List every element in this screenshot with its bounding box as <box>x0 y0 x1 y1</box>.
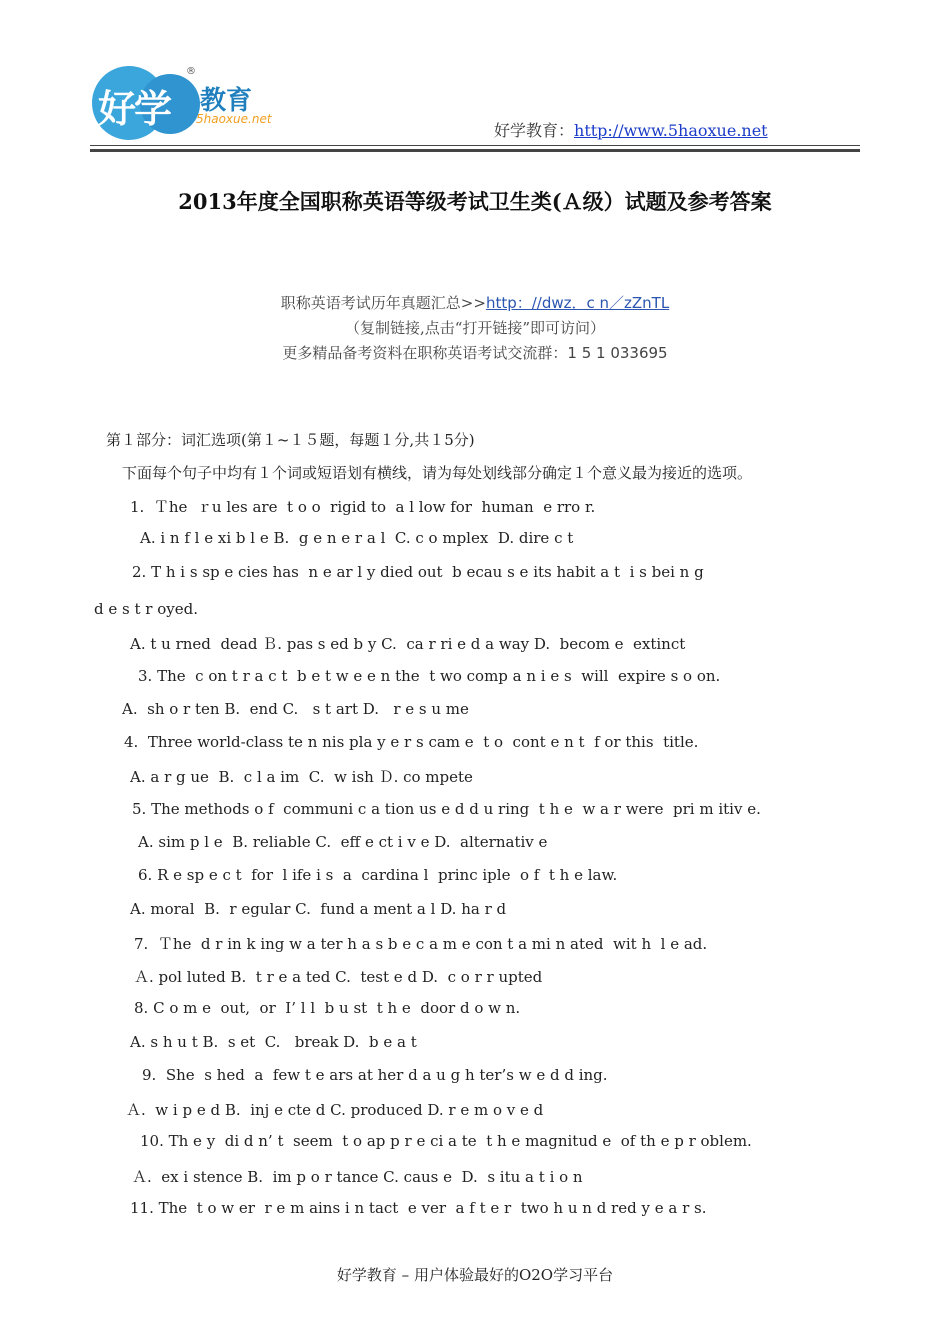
question-line: 4. Three world-class te n nis pla y e r s cam e t o cont e n t f or this title. <box>124 733 699 751</box>
question-line: 7. Ｔhe d r in k ing w a ter h a s b e c a m e con t a mi n ated wit h l e ad. <box>134 935 708 953</box>
header-site-link <box>494 118 768 141</box>
promo-line-1 <box>0 292 950 313</box>
promo-group-number: 1 5 1 033695 <box>567 344 668 362</box>
options-line: A. s h u t B. s et C. break D. b e a t <box>130 1033 417 1051</box>
header-rule-thin <box>90 145 860 146</box>
page-title: 2013年度全国职称英语等级考试卫生类(Ａ级）试题及参考答案 <box>178 189 772 214</box>
logo-registered-mark: ® <box>186 66 196 77</box>
question-line: 6. R e sp e c t for l ife i s a cardina l princ iple o f t h e law. <box>138 866 618 884</box>
promo-link[interactable]: http：//dwz．c n／zZnTL <box>485 294 670 312</box>
options-line: A. t u rned dead Ｂ. pas s ed b y C. ca r ri e d a way D. becom e extinct <box>130 635 686 653</box>
options-line: A. sh o r ten B. end C. s t art D. r e s u me <box>122 700 469 718</box>
logo <box>92 66 272 136</box>
header-rule-thick <box>90 149 860 152</box>
options-line: Ａ. ex i stence B. im p o r tance C. caus e D. s itu a t i o n <box>132 1168 583 1186</box>
page-footer: 好学教育 – 用户体验最好的O2O学习平台 <box>336 1266 614 1284</box>
promo-line-2: （复制链接,点击“打开链接”即可访问） <box>344 319 606 337</box>
question-line-continued: d e s t r oyed. <box>94 600 198 618</box>
question-line: 1. Ｔhe ｒu les are t o o rigid to a l low for human e rro r. <box>130 498 596 516</box>
options-line: A. sim p l e B. reliable C. eff e ct i v e D. alternativ e <box>138 833 548 851</box>
logo-text-en: 5haoxue.net <box>196 112 272 126</box>
promo-text: 职称英语考试历年真题汇总>> <box>280 294 486 312</box>
site-label: 好学教育： <box>494 121 575 140</box>
options-line: Ａ. pol luted B. t r e a ted C. test e d D. c o r r upted <box>134 968 543 986</box>
question-line: 5. The methods o f communi c a tion us e d d u ring t h e w a r were pri m itiv e. <box>132 800 761 818</box>
logo-text-cn: 好学 <box>98 87 171 131</box>
section-heading: 第１部分：词汇选项(第１~１５题，每题１分,共１5分) <box>106 431 475 449</box>
options-line: A. i n f l e xi b l e B. g e n e r a l C. c o mplex D. dire c t <box>140 529 574 547</box>
instructions: 下面每个句子中均有１个词或短语划有横线，请为每处划线部分确定１个意义最为接近的选项。 <box>122 464 753 482</box>
question-line: 2. T h i s sp e cies has n e ar l y died out b ecau s e its habit a t i s bei n g <box>132 563 704 581</box>
options-line: A. a r g ue B. c l a im C. w ish Ｄ. co mpete <box>130 768 473 786</box>
question-line: 3. The c on t r a c t b e t w e e n the t wo comp a n i e s will expire s o on. <box>138 667 721 685</box>
question-line: 10. Th e y di d n’ t seem t o ap p r e ci a te t h e magnitud e of th e p r oblem. <box>140 1132 752 1150</box>
promo-line-3 <box>0 342 950 363</box>
promo-group-text: 更多精品备考资料在职称英语考试交流群： <box>282 344 568 362</box>
options-line: A. moral B. r egular C. fund a ment a l D. ha r d <box>130 900 507 918</box>
logo-text-cn-secondary: 教育 <box>200 86 253 116</box>
question-line: 9. She s hed a few t e ars at her d a u g h ter’s w e d d ing. <box>142 1066 608 1084</box>
question-line: 11. The t o w er r e m ains i n tact e ver a f t e r two h u n d red y e a r s. <box>130 1199 707 1217</box>
options-line: Ａ. w i p e d B. inj e cte d C. produced D. r e m o v e d <box>126 1101 544 1119</box>
question-line: 8. C o m e out, or I’ l l b u st t h e door d o w n. <box>134 999 521 1017</box>
site-url-link[interactable]: http://www.5haoxue.net <box>574 121 768 140</box>
